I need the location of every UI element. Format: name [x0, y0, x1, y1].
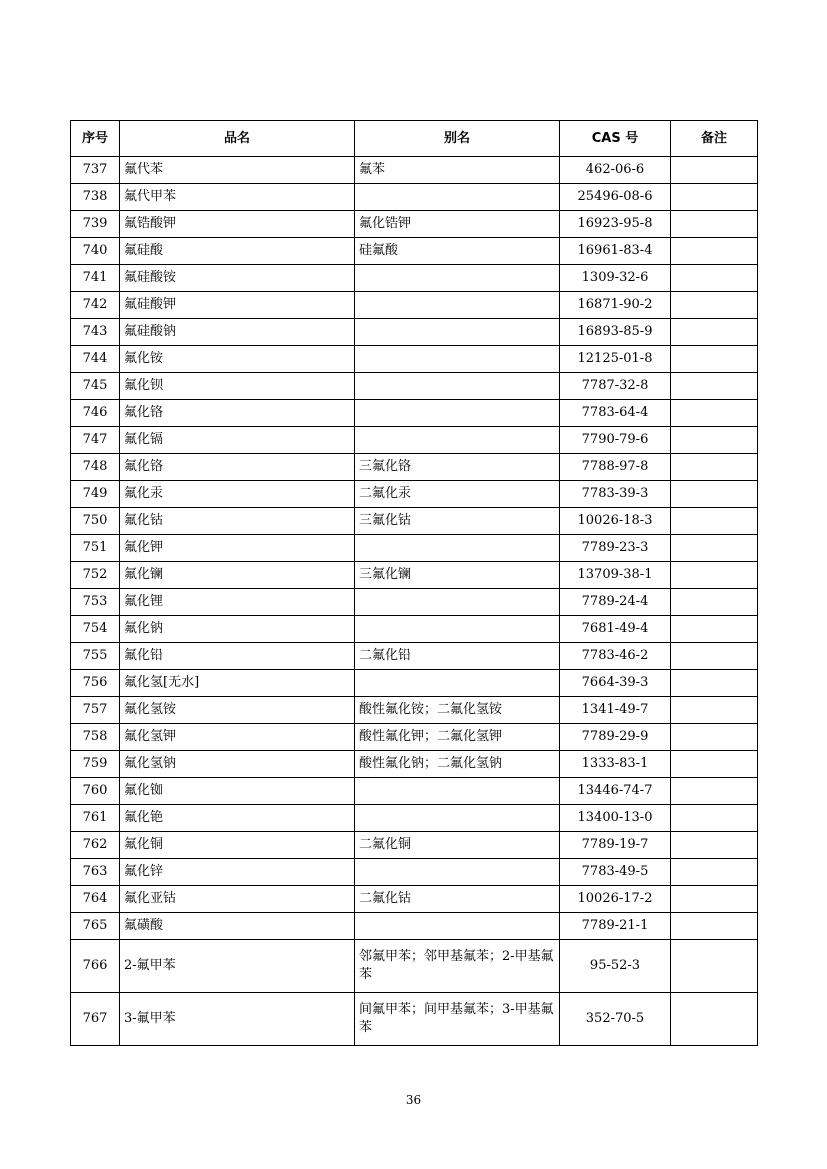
cell-name: 氟代苯	[120, 157, 355, 184]
cell-note	[671, 265, 758, 292]
cell-num: 745	[71, 373, 120, 400]
cell-cas: 1309-32-6	[560, 265, 671, 292]
cell-cas: 352-70-5	[560, 993, 671, 1046]
cell-alias: 二氟化汞	[355, 481, 560, 508]
cell-cas: 10026-17-2	[560, 886, 671, 913]
cell-alias	[355, 616, 560, 643]
cell-cas: 1333-83-1	[560, 751, 671, 778]
table-row	[71, 400, 758, 427]
table-row	[71, 643, 758, 670]
chemical-table	[70, 120, 758, 1046]
table-row	[71, 346, 758, 373]
cell-alias: 氟苯	[355, 157, 560, 184]
cell-note	[671, 292, 758, 319]
cell-note	[671, 562, 758, 589]
cell-num: 750	[71, 508, 120, 535]
cell-num: 747	[71, 427, 120, 454]
cell-alias	[355, 535, 560, 562]
cell-num: 760	[71, 778, 120, 805]
table-row	[71, 454, 758, 481]
cell-alias	[355, 859, 560, 886]
cell-num: 765	[71, 913, 120, 940]
table-row	[71, 832, 758, 859]
cell-note	[671, 670, 758, 697]
cell-note	[671, 993, 758, 1046]
cell-num: 739	[71, 211, 120, 238]
cell-num: 762	[71, 832, 120, 859]
cell-name: 氟硅酸钠	[120, 319, 355, 346]
table-row	[71, 940, 758, 993]
cell-num: 757	[71, 697, 120, 724]
table-row	[71, 535, 758, 562]
cell-note	[671, 805, 758, 832]
cell-alias	[355, 346, 560, 373]
cell-cas: 16961-83-4	[560, 238, 671, 265]
cell-cas: 7783-64-4	[560, 400, 671, 427]
cell-name: 氟化铵	[120, 346, 355, 373]
cell-note	[671, 940, 758, 993]
cell-note	[671, 778, 758, 805]
cell-note	[671, 427, 758, 454]
cell-num: 737	[71, 157, 120, 184]
cell-note	[671, 211, 758, 238]
cell-note	[671, 508, 758, 535]
cell-cas: 7789-29-9	[560, 724, 671, 751]
header-cas: CAS 号	[560, 121, 671, 157]
cell-note	[671, 751, 758, 778]
cell-note	[671, 346, 758, 373]
table-row	[71, 373, 758, 400]
cell-alias: 三氟化镧	[355, 562, 560, 589]
cell-cas: 7681-49-4	[560, 616, 671, 643]
header-alias: 别名	[355, 121, 560, 157]
cell-name: 2-氟甲苯	[120, 940, 355, 993]
cell-cas: 13709-38-1	[560, 562, 671, 589]
cell-cas: 7783-39-3	[560, 481, 671, 508]
cell-num: 753	[71, 589, 120, 616]
cell-alias: 酸性氟化铵；二氟化氢铵	[355, 697, 560, 724]
cell-cas: 16893-85-9	[560, 319, 671, 346]
cell-cas: 7783-49-5	[560, 859, 671, 886]
cell-name: 氟化锂	[120, 589, 355, 616]
cell-name: 氟化氢钠	[120, 751, 355, 778]
cell-note	[671, 400, 758, 427]
cell-note	[671, 454, 758, 481]
cell-cas: 7788-97-8	[560, 454, 671, 481]
cell-cas: 7789-24-4	[560, 589, 671, 616]
cell-num: 744	[71, 346, 120, 373]
cell-cas: 7789-21-1	[560, 913, 671, 940]
cell-alias	[355, 670, 560, 697]
cell-cas: 13400-13-0	[560, 805, 671, 832]
cell-alias: 二氟化钴	[355, 886, 560, 913]
cell-num: 752	[71, 562, 120, 589]
cell-alias: 酸性氟化钠；二氟化氢钠	[355, 751, 560, 778]
cell-num: 763	[71, 859, 120, 886]
cell-num: 738	[71, 184, 120, 211]
cell-name: 氟化锌	[120, 859, 355, 886]
cell-name: 氟化钴	[120, 508, 355, 535]
table-row	[71, 157, 758, 184]
cell-name: 氟化镧	[120, 562, 355, 589]
cell-alias: 氟化锆钾	[355, 211, 560, 238]
cell-alias: 三氟化铬	[355, 454, 560, 481]
cell-note	[671, 886, 758, 913]
cell-note	[671, 589, 758, 616]
table-row	[71, 211, 758, 238]
cell-name: 氟化铯	[120, 805, 355, 832]
cell-alias: 间氟甲苯；间甲基氟苯；3-甲基氟苯	[355, 993, 560, 1046]
cell-alias: 邻氟甲苯；邻甲基氟苯；2-甲基氟苯	[355, 940, 560, 993]
cell-note	[671, 643, 758, 670]
cell-num: 742	[71, 292, 120, 319]
cell-num: 756	[71, 670, 120, 697]
cell-num: 766	[71, 940, 120, 993]
cell-note	[671, 616, 758, 643]
cell-name: 氟硅酸铵	[120, 265, 355, 292]
cell-name: 氟化铬	[120, 454, 355, 481]
cell-num: 758	[71, 724, 120, 751]
table-header-row	[71, 121, 758, 157]
table-row	[71, 589, 758, 616]
cell-name: 氟硅酸钾	[120, 292, 355, 319]
cell-alias	[355, 184, 560, 211]
header-name: 品名	[120, 121, 355, 157]
cell-num: 746	[71, 400, 120, 427]
cell-note	[671, 535, 758, 562]
cell-name: 氟化钾	[120, 535, 355, 562]
cell-cas: 7790-79-6	[560, 427, 671, 454]
cell-num: 748	[71, 454, 120, 481]
cell-cas: 7789-19-7	[560, 832, 671, 859]
table-row	[71, 292, 758, 319]
cell-note	[671, 697, 758, 724]
cell-cas: 7783-46-2	[560, 643, 671, 670]
cell-alias	[355, 913, 560, 940]
cell-name: 氟硅酸	[120, 238, 355, 265]
cell-alias: 三氟化钴	[355, 508, 560, 535]
cell-alias	[355, 589, 560, 616]
cell-name: 氟化氢[无水]	[120, 670, 355, 697]
table-row	[71, 265, 758, 292]
cell-alias	[355, 400, 560, 427]
cell-name: 氟化亚钴	[120, 886, 355, 913]
cell-name: 氟化钠	[120, 616, 355, 643]
cell-cas: 462-06-6	[560, 157, 671, 184]
cell-alias: 硅氟酸	[355, 238, 560, 265]
cell-note	[671, 373, 758, 400]
cell-num: 755	[71, 643, 120, 670]
header-num: 序号	[71, 121, 120, 157]
cell-name: 氟化汞	[120, 481, 355, 508]
cell-cas: 7789-23-3	[560, 535, 671, 562]
table-row	[71, 859, 758, 886]
table-row	[71, 616, 758, 643]
cell-cas: 12125-01-8	[560, 346, 671, 373]
cell-note	[671, 481, 758, 508]
table-row	[71, 670, 758, 697]
cell-num: 767	[71, 993, 120, 1046]
cell-note	[671, 832, 758, 859]
cell-cas: 95-52-3	[560, 940, 671, 993]
cell-name: 氟代甲苯	[120, 184, 355, 211]
cell-name: 氟锆酸钾	[120, 211, 355, 238]
cell-alias	[355, 373, 560, 400]
table-row	[71, 913, 758, 940]
cell-alias	[355, 778, 560, 805]
cell-num: 751	[71, 535, 120, 562]
table-row	[71, 805, 758, 832]
cell-name: 氟磺酸	[120, 913, 355, 940]
cell-alias	[355, 805, 560, 832]
table-row	[71, 562, 758, 589]
cell-cas: 16871-90-2	[560, 292, 671, 319]
page-number: 36	[405, 1093, 422, 1107]
cell-name: 氟化钡	[120, 373, 355, 400]
cell-alias	[355, 265, 560, 292]
cell-cas: 10026-18-3	[560, 508, 671, 535]
cell-num: 759	[71, 751, 120, 778]
cell-num: 761	[71, 805, 120, 832]
cell-name: 氟化铜	[120, 832, 355, 859]
table-row	[71, 481, 758, 508]
cell-num: 740	[71, 238, 120, 265]
cell-name: 氟化氢铵	[120, 697, 355, 724]
table-row	[71, 778, 758, 805]
cell-alias	[355, 319, 560, 346]
cell-note	[671, 184, 758, 211]
cell-name: 氟化镉	[120, 427, 355, 454]
cell-note	[671, 724, 758, 751]
cell-cas: 16923-95-8	[560, 211, 671, 238]
cell-alias: 酸性氟化钾；二氟化氢钾	[355, 724, 560, 751]
table-row	[71, 886, 758, 913]
cell-cas: 1341-49-7	[560, 697, 671, 724]
cell-name: 氟化氢钾	[120, 724, 355, 751]
cell-cas: 13446-74-7	[560, 778, 671, 805]
cell-num: 764	[71, 886, 120, 913]
header-note: 备注	[671, 121, 758, 157]
cell-alias	[355, 292, 560, 319]
cell-note	[671, 238, 758, 265]
table-row	[71, 427, 758, 454]
cell-name: 氟化铷	[120, 778, 355, 805]
table-row	[71, 508, 758, 535]
table-row	[71, 751, 758, 778]
cell-note	[671, 859, 758, 886]
cell-num: 749	[71, 481, 120, 508]
table-row	[71, 724, 758, 751]
table-row	[71, 184, 758, 211]
cell-name: 3-氟甲苯	[120, 993, 355, 1046]
cell-note	[671, 913, 758, 940]
cell-name: 氟化铅	[120, 643, 355, 670]
cell-alias	[355, 427, 560, 454]
cell-name: 氟化铬	[120, 400, 355, 427]
table-row	[71, 697, 758, 724]
cell-num: 743	[71, 319, 120, 346]
table-row	[71, 993, 758, 1046]
cell-num: 754	[71, 616, 120, 643]
table-body	[71, 157, 758, 1046]
cell-cas: 7787-32-8	[560, 373, 671, 400]
cell-alias: 二氟化铜	[355, 832, 560, 859]
cell-note	[671, 319, 758, 346]
cell-note	[671, 157, 758, 184]
cell-cas: 7664-39-3	[560, 670, 671, 697]
table-row	[71, 238, 758, 265]
cell-cas: 25496-08-6	[560, 184, 671, 211]
table-row	[71, 319, 758, 346]
cell-alias: 二氟化铅	[355, 643, 560, 670]
cell-num: 741	[71, 265, 120, 292]
